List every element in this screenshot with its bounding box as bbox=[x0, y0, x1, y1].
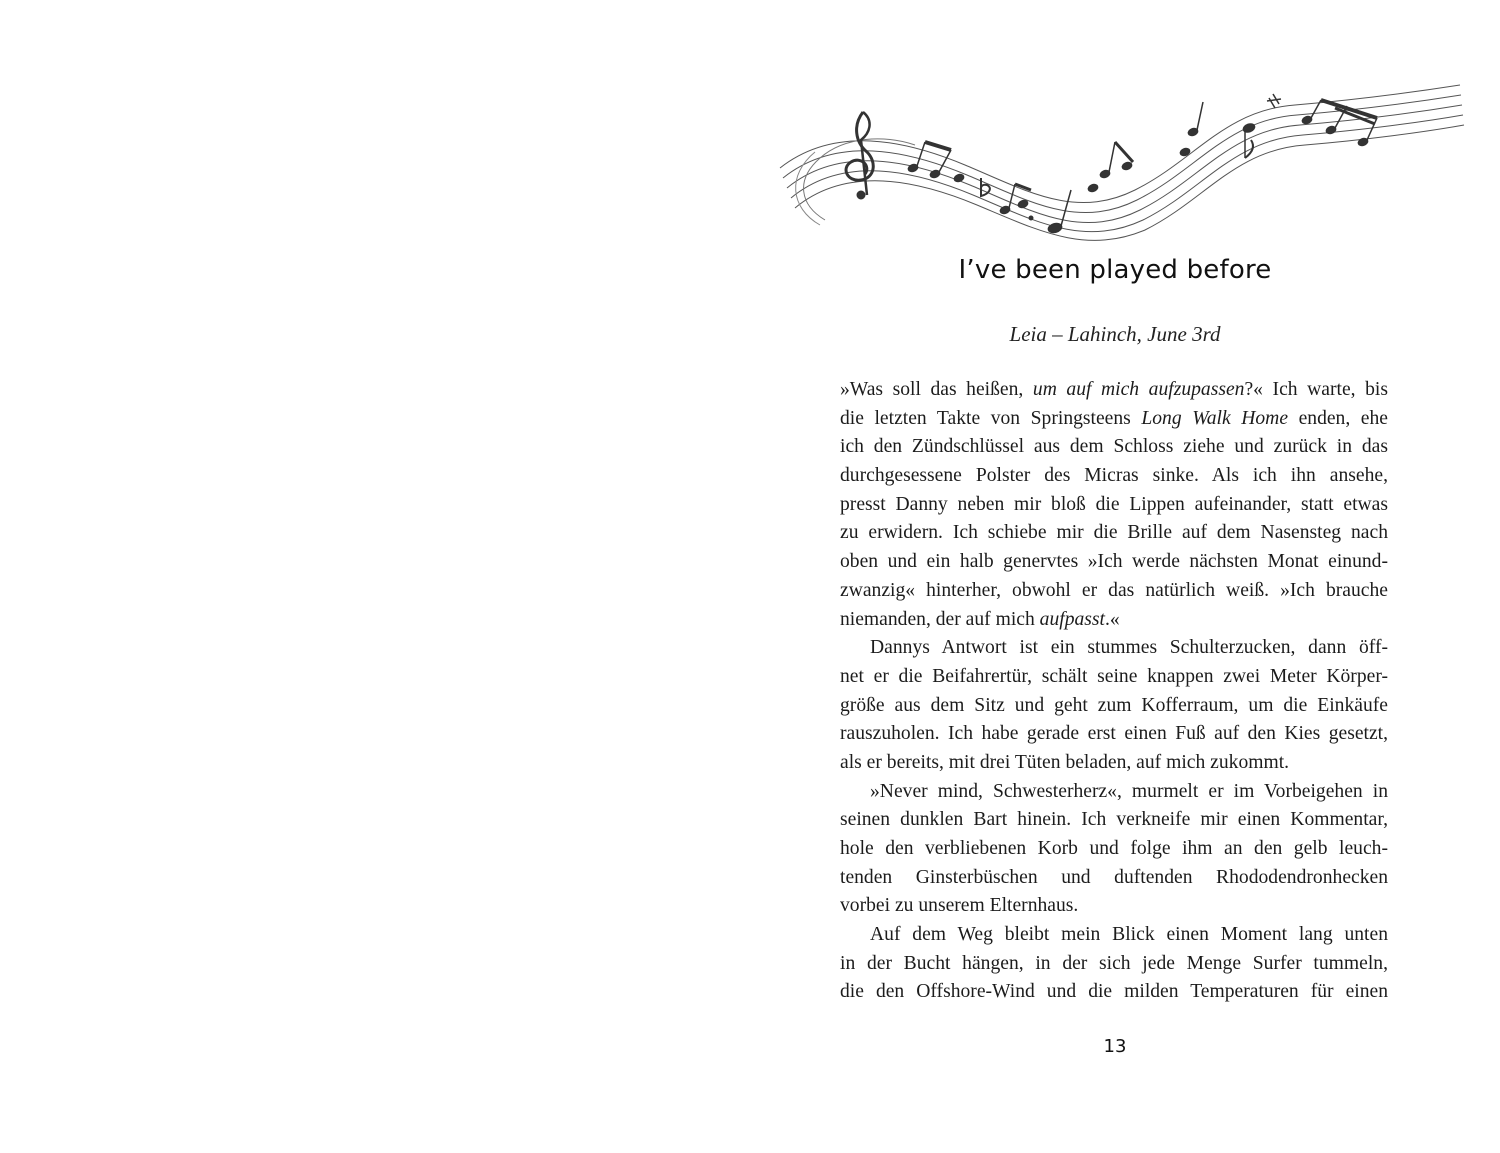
italic-text: um auf mich aufzupassen bbox=[1032, 379, 1245, 400]
text-line bbox=[840, 864, 1388, 893]
text-line bbox=[840, 692, 1388, 721]
text-segment: ?« Ich warte, bis bbox=[1244, 379, 1388, 400]
text-segment: niemanden, der auf mich bbox=[840, 608, 1040, 630]
text-line bbox=[840, 749, 1388, 778]
text-line bbox=[840, 720, 1388, 749]
text-segment: in der Bucht hängen, in der sich jede Menge Surfer tummeln, bbox=[840, 952, 1388, 974]
text-line bbox=[840, 433, 1388, 462]
text-line bbox=[840, 663, 1388, 692]
italic-text: Long Walk Home bbox=[1141, 407, 1289, 429]
text-segment: net er die Beifahrertür, schält seine knappen zwei Meter Körper- bbox=[840, 665, 1388, 687]
text-segment: durchgesessene Polster des Micras sinke. Als ich ihn ansehe, bbox=[840, 465, 1388, 487]
text-line bbox=[840, 519, 1388, 548]
text-line bbox=[840, 921, 1388, 950]
text-segment: vorbei zu unserem Elternhaus. bbox=[840, 895, 1079, 917]
text-line bbox=[840, 634, 1388, 663]
text-line bbox=[840, 978, 1388, 1007]
text-segment: »Never mind, Schwesterherz«, murmelt er im Vorbeigehen in bbox=[870, 780, 1388, 802]
page-number: 13 bbox=[1103, 1036, 1127, 1057]
text-segment: Dannys Antwort ist ein stummes Schulterzucken, dann öff- bbox=[870, 637, 1388, 659]
text-segment: größe aus dem Sitz und geht zum Kofferraum, um die Einkäufe bbox=[840, 694, 1388, 716]
chapter-title: I’ve been played before bbox=[958, 255, 1272, 285]
text-segment: ich den Zündschlüssel aus dem Schloss ziehe und zurück in das bbox=[840, 436, 1388, 458]
text-segment: zu erwidern. Ich schiebe mir die Brille auf dem Nasensteg nach bbox=[840, 522, 1388, 544]
body-text bbox=[840, 376, 1388, 1007]
text-segment: Auf dem Weg bleibt mein Blick einen Moment lang unten bbox=[870, 924, 1388, 946]
chapter-subtitle: Leia – Lahinch, June 3rd bbox=[1009, 322, 1221, 346]
text-line bbox=[840, 491, 1388, 520]
text-segment: enden, ehe bbox=[1288, 407, 1388, 429]
text-segment: die den Offshore-Wind und die milden Temperaturen für einen bbox=[840, 981, 1388, 1003]
italic-text: aufpasst bbox=[1039, 608, 1105, 630]
text-line bbox=[840, 950, 1388, 979]
text-line bbox=[840, 548, 1388, 577]
text-line bbox=[840, 835, 1388, 864]
text-line bbox=[840, 405, 1388, 434]
text-line bbox=[840, 606, 1388, 635]
text-line bbox=[840, 806, 1388, 835]
music-notes-staff-icon bbox=[775, 70, 1465, 245]
text-line bbox=[840, 778, 1388, 807]
text-segment: .« bbox=[1105, 608, 1120, 630]
text-segment: hole den verbliebenen Korb und folge ihm an den gelb leuch- bbox=[840, 838, 1388, 859]
text-line bbox=[840, 462, 1388, 491]
text-segment: »Was soll das heißen, bbox=[840, 379, 1033, 400]
text-line bbox=[840, 892, 1388, 921]
text-segment: die letzten Takte von Springsteens bbox=[840, 407, 1142, 429]
text-segment: tenden Ginsterbüschen und duftenden Rhododendronhecken bbox=[840, 866, 1388, 888]
text-segment: rauszuholen. Ich habe gerade erst einen Fuß auf den Kies gesetzt, bbox=[840, 723, 1388, 745]
text-segment: seinen dunklen Bart hinein. Ich verkneife mir einen Kommentar, bbox=[840, 809, 1388, 831]
text-line bbox=[840, 577, 1388, 606]
text-segment: zwanzig« hinterher, obwohl er das natürlich weiß. »Ich brauche bbox=[840, 579, 1388, 601]
text-segment: als er bereits, mit drei Tüten beladen, auf mich zukommt. bbox=[840, 751, 1290, 773]
text-line bbox=[840, 376, 1388, 405]
text-segment: presst Danny neben mir bloß die Lippen aufeinander, statt etwas bbox=[840, 493, 1388, 515]
text-segment: oben und ein halb genervtes »Ich werde nächsten Monat einund- bbox=[840, 551, 1388, 573]
